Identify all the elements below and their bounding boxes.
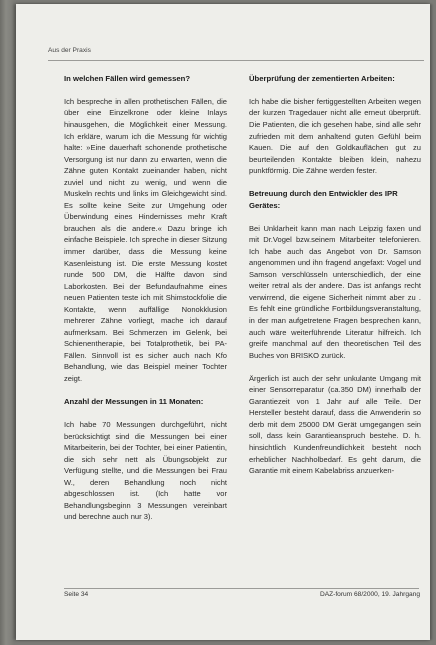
footer-rule xyxy=(64,588,419,589)
paragraph-when-measured: Ich bespreche in allen prothetischen Fällen, die über eine Einzelkrone oder kleine Inlays hinausgehen, die Möglichkeit einer Messung. Ich erkläre, warum ich die Messung für wichtig halte: »Eine dauerhaft schonende prothetische Versorgung ist nur dann zu erwarten, wenn die Zähne guten Kontakt zueinander haben, nicht zuviel und nicht zu wenig, und wenn die Muskeln rechts und links im Gleichgewicht sind. Es sollte keine Seite zur Umgehung oder Überwindung eines Hindernisses mehr Kraft brauchen als die andere.« Dazu bringe ich einfache Beispiele. Ich spreche in dieser Sitzung immer darüber, dass die Messung keine Kasenleistung ist. Die erste Messung kostet runde 500 DM, die Hälfte davon sind Laborkosten. Bei der Befundaufnahme eines neuen Patienten teste ich mit Shimstockfolie die Kontakte, wenn auffällige Nonokklusion mehrerer Zähne vorliegt, mache ich darauf aufmerksam. Bei Schmerzen im Gelenk, bei Schienentherapie, bei Totalprothetik, bei PA-Fällen. Sinnvoll ist es sicher auch nach Kfo Behandlung, wie das Beispiel meiner Tochter zeigt. xyxy=(64,96,227,384)
header-rule xyxy=(48,60,424,61)
heading-measurement-count: Anzahl der Messungen in 11 Monaten: xyxy=(64,397,204,407)
page-number: Seite 34 xyxy=(64,591,89,598)
heading-cemented-work: Überprüfung der zementierten Arbeiten: xyxy=(249,74,395,83)
heading-when-measured: In welchen Fällen wird gemessen? xyxy=(64,74,191,83)
paragraph-sensor-repair: Ärgerlich ist auch der sehr unkulante Umgang mit einer Sensorreparatur (ca.350 DM) innerhalb der Garantiezeit von 1 Jahr auf alle Teile. Der Hersteller besteht darauf, dass die Anwenderin so derb mit dem 25000 DM Gerät umgegangen sein soll, dass kein Garantieanspruch bestehe. D. h. hinsichtlich Kundenfreundlichkeit besteht noch erheblicher Nachholbedarf. Es geht darum, die Garantie mit einem Kabelabriss anzuerken- xyxy=(249,373,421,476)
running-head: Aus der Praxis xyxy=(48,47,91,54)
paragraph-cemented-work: Ich habe die bisher fertiggestellten Arbeiten wegen der kurzen Tragedauer nicht alle erneut überprüft. Die Patienten, die ich gesehen habe, sind alle sehr zufrieden mit dem anhaltend guten Gefühl beim Kauen. Die auf den Goldkauflächen gut zu beurteilenden Kontakte bleiben klein, nahezu punktförmig. Die Zähne werden fester. xyxy=(249,96,421,176)
paragraph-developer-support: Bei Unklarheit kann man nach Leipzig faxen und mit Dr.Vogel bzw.seinem Mitarbeiter telefonieren. Ich habe auch das Angebot von Dr. Samson angenommen und ihn fragend angefaxt: Vogel und Samson verschlüsseln unterschiedlich, der eine weiter retral als der andere. Das ist anfangs recht verwirrend, die eigene Sicherheit nimmt aber zu . Es fehlt eine gründliche Fortbildungsveranstaltung, in der man aufgetretene Fragen besprechen kann, auch wäre weiterführende Literatur hilfreich. Ich greife manchmal auf den theoretischen Teil des Buches von BRISKO zurück. xyxy=(249,223,421,360)
journal-info: DAZ-forum 68/2000, 19. Jahrgang xyxy=(319,591,420,598)
paragraph-measurement-count: Ich habe 70 Messungen durchgeführt, nicht berücksichtigt sind die Messungen bei einer Mitarbeiterin, bei der Tochter, bei einer Patientin, die sich sehr nett als Übungsobjekt zur Verfügung stellte, und die Messungen bei Frau W., deren Behandlung noch nicht abgeschlossen ist. (Ich hatte vor Behandlungsbeginn 3 Messungen vereinbart und berechne auch nur 3). xyxy=(64,420,227,522)
right-column xyxy=(249,73,421,488)
heading-developer-support: Betreuung durch den Entwickler des IPR Gerätes: xyxy=(249,189,398,210)
left-column xyxy=(64,73,227,535)
